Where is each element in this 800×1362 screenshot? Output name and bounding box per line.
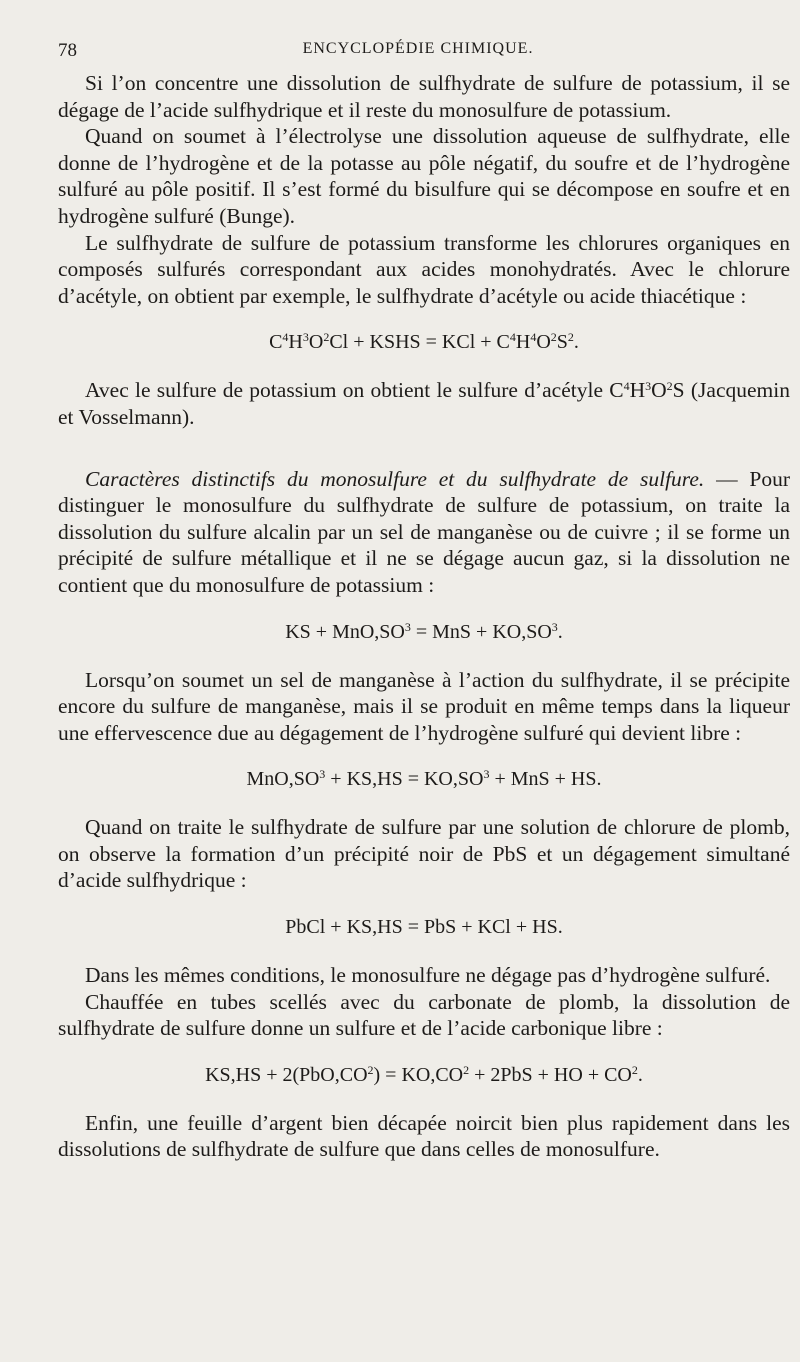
paragraph-4: Avec le sulfure de potassium on obtient le sulfure d’acétyle $C^4H^3O^2S$ (Jacquemin et Vosselmann). <box>58 378 790 429</box>
paragraph-7: Quand on traite le sulfhydrate de sulfure par une solution de chlorure de plomb, on observe la formation d’un précipité noir de PbS et un dégagement simultané d’acide sulfhydrique : <box>58 815 790 893</box>
paragraph-1: Si l’on concentre une dissolution de sulfhydrate de sulfure de potassium, il se dégage de l’acide sulfhydrique et il reste du monosulfure de potassium. <box>58 71 790 122</box>
paragraph-6: Lorsqu’on soumet un sel de manganèse à l’action du sulfhydrate, il se précipite encore du sulfure de manganèse, mais il se produit en même temps dans la liqueur une effervescence due au dégagement de l’hydrogène sulfuré qui devient libre : <box>58 667 790 745</box>
body-text <box>58 70 790 1163</box>
paragraph-10: Enfin, une feuille d’argent bien décapée noircit bien plus rapidement dans les dissolutions de sulfhydrate de sulfure que dans celles de monosulfure. <box>58 1110 790 1162</box>
formula-thiacetic: $C^4H^3O^2Cl$ + KSHS = KCl + $C^4H^4O^2S^2$. <box>269 330 579 354</box>
formula-manganese: KS + $MnO,SO^3$ = MnS + $KO,SO^3$. <box>285 619 563 643</box>
running-title: ENCYCLOPÉDIE CHIMIQUE. <box>302 40 534 57</box>
formula-lead-chloride: PbCl + KS,HS = PbS + KCl + HS. <box>285 916 563 939</box>
formula-sulfhydrate-manganese: $MnO,SO^3 + KS,HS = KO,SO^3$ + MnS + HS. <box>246 767 602 791</box>
paragraph-2: Quand on soumet à l’électrolyse une dissolution aqueuse de sulfhydrate, elle donne de l’hydrogène et de la potasse au pôle négatif, du soufre et de l’hydrogène sulfuré au pôle positif. Il s’est formé du bisulfure qui se décompose en soufre et en hydrogène sulfuré (Bunge). <box>58 124 790 228</box>
page-header <box>58 40 778 70</box>
paragraph-9: Chauffée en tubes scellés avec du carbonate de plomb, la dissolution de sulfhydrate de sulfure donne un sulfure et de l’acide carbonique libre : <box>58 989 790 1041</box>
paragraph-3: Le sulfhydrate de sulfure de potassium transforme les chlorures organiques en composés sulfurés correspondant aux acides monohydratés. Avec le chlorure d’acétyle, on obtient par exemple, le sulfhydrate d’acétyle ou acide thiacétique : <box>58 230 790 308</box>
paragraph-5: Caractères distinctifs du monosulfure et du sulfhydrate de sulfure. — Pour distinguer le monosulfure du sulfhydrate de sulfure de potassium, on traite la dissolution du sulfure alcalin par un sel de manganèse ou de cuivre ; il se forme un précipité de sulfure métallique et il ne se dégage aucun gaz, si la dissolution ne contient que du monosulfure de potassium : <box>58 466 790 597</box>
formula-lead-carbonate: $KS,HS + 2(PbO,CO^2) = KO,CO^2 + 2PbS$ + HO + $CO^2$. <box>205 1062 643 1086</box>
paragraph-8: Dans les mêmes conditions, le monosulfure ne dégage pas d’hydrogène sulfuré. <box>85 963 771 988</box>
page-number: 78 <box>58 40 77 61</box>
section-heading: Caractères distinctifs du monosulfure et du sulfhydrate de sulfure. <box>85 466 705 491</box>
